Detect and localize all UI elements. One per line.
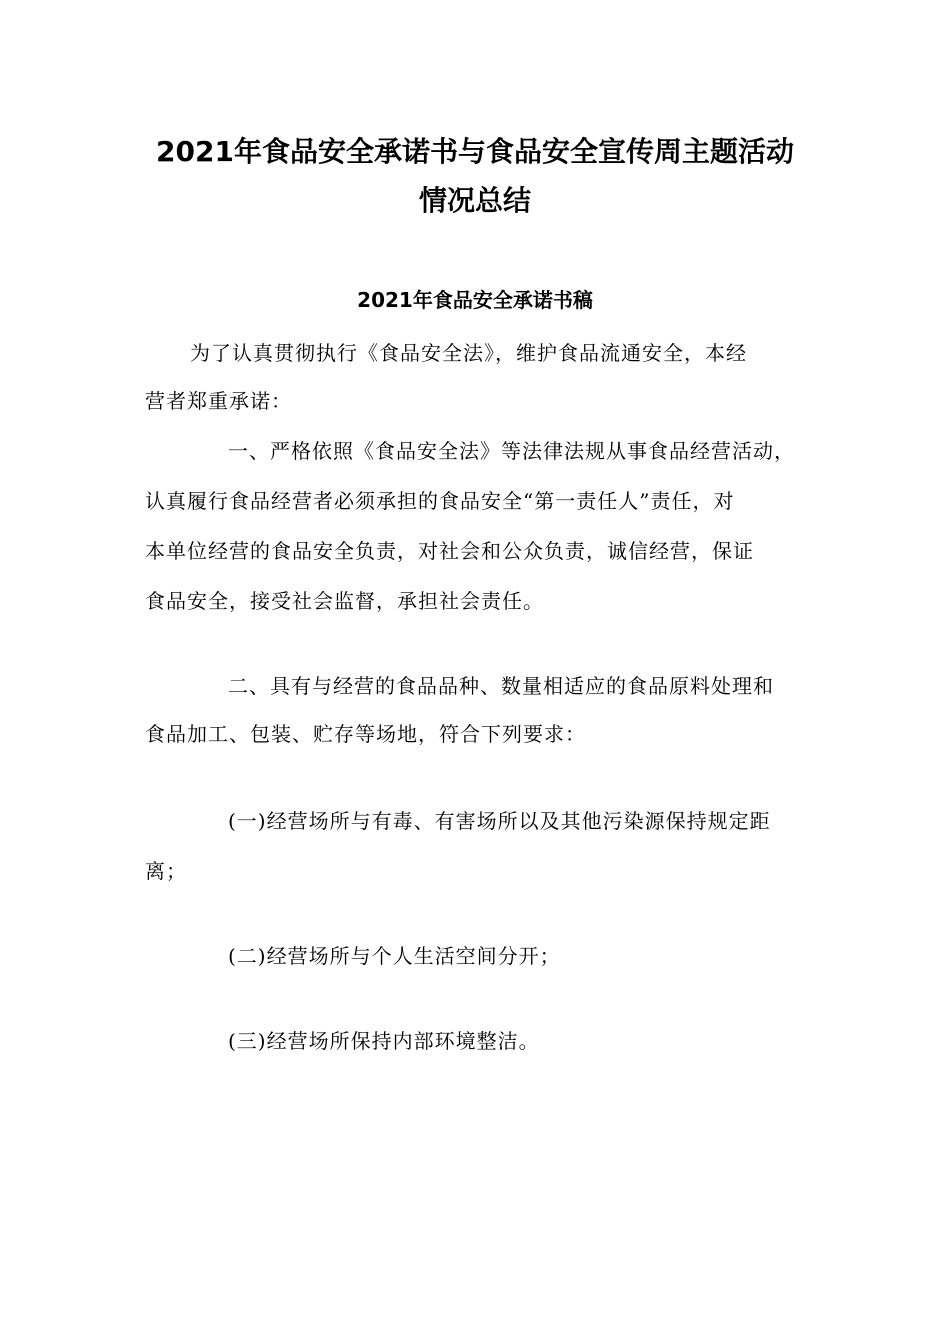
document-title-line-2: 情况总结 [418,184,531,217]
clause1-line-3: 本单位经营的食品安全负责，对社会和公众负责，诚信经营，保证 [145,539,754,563]
item1-line-2: 离； [145,859,187,883]
document-title-line-1: 2021年食品安全承诺书与食品安全宣传周主题活动 [156,135,794,168]
intro-line-1: 为了认真贯彻执行《食品安全法》，维护食品流通安全，本经 [190,341,747,365]
clause2-line-1: 二、具有与经营的食品品种、数量相适应的食品原料处理和 [228,674,774,698]
clause1-line-4: 食品安全，接受社会监督，承担社会责任。 [145,589,544,613]
clause2-line-2: 食品加工、包装、贮存等场地，符合下列要求： [145,722,586,746]
intro-line-2: 营者郑重承诺： [145,389,292,413]
clause1-line-2: 认真履行食品经营者必须承担的食品安全“第一责任人”责任，对 [145,489,735,513]
section-subtitle: 2021年食品安全承诺书稿 [357,288,593,312]
item2-line: (二)经营场所与个人生活空间分开； [228,944,561,968]
item3-line: (三)经营场所保持内部环境整洁。 [228,1029,540,1053]
clause1-line-1: 一、严格依照《食品安全法》等法律法规从事食品经营活动， [228,439,795,463]
item1-line-1: (一)经营场所与有毒、有害场所以及其他污染源保持规定距 [228,809,771,833]
